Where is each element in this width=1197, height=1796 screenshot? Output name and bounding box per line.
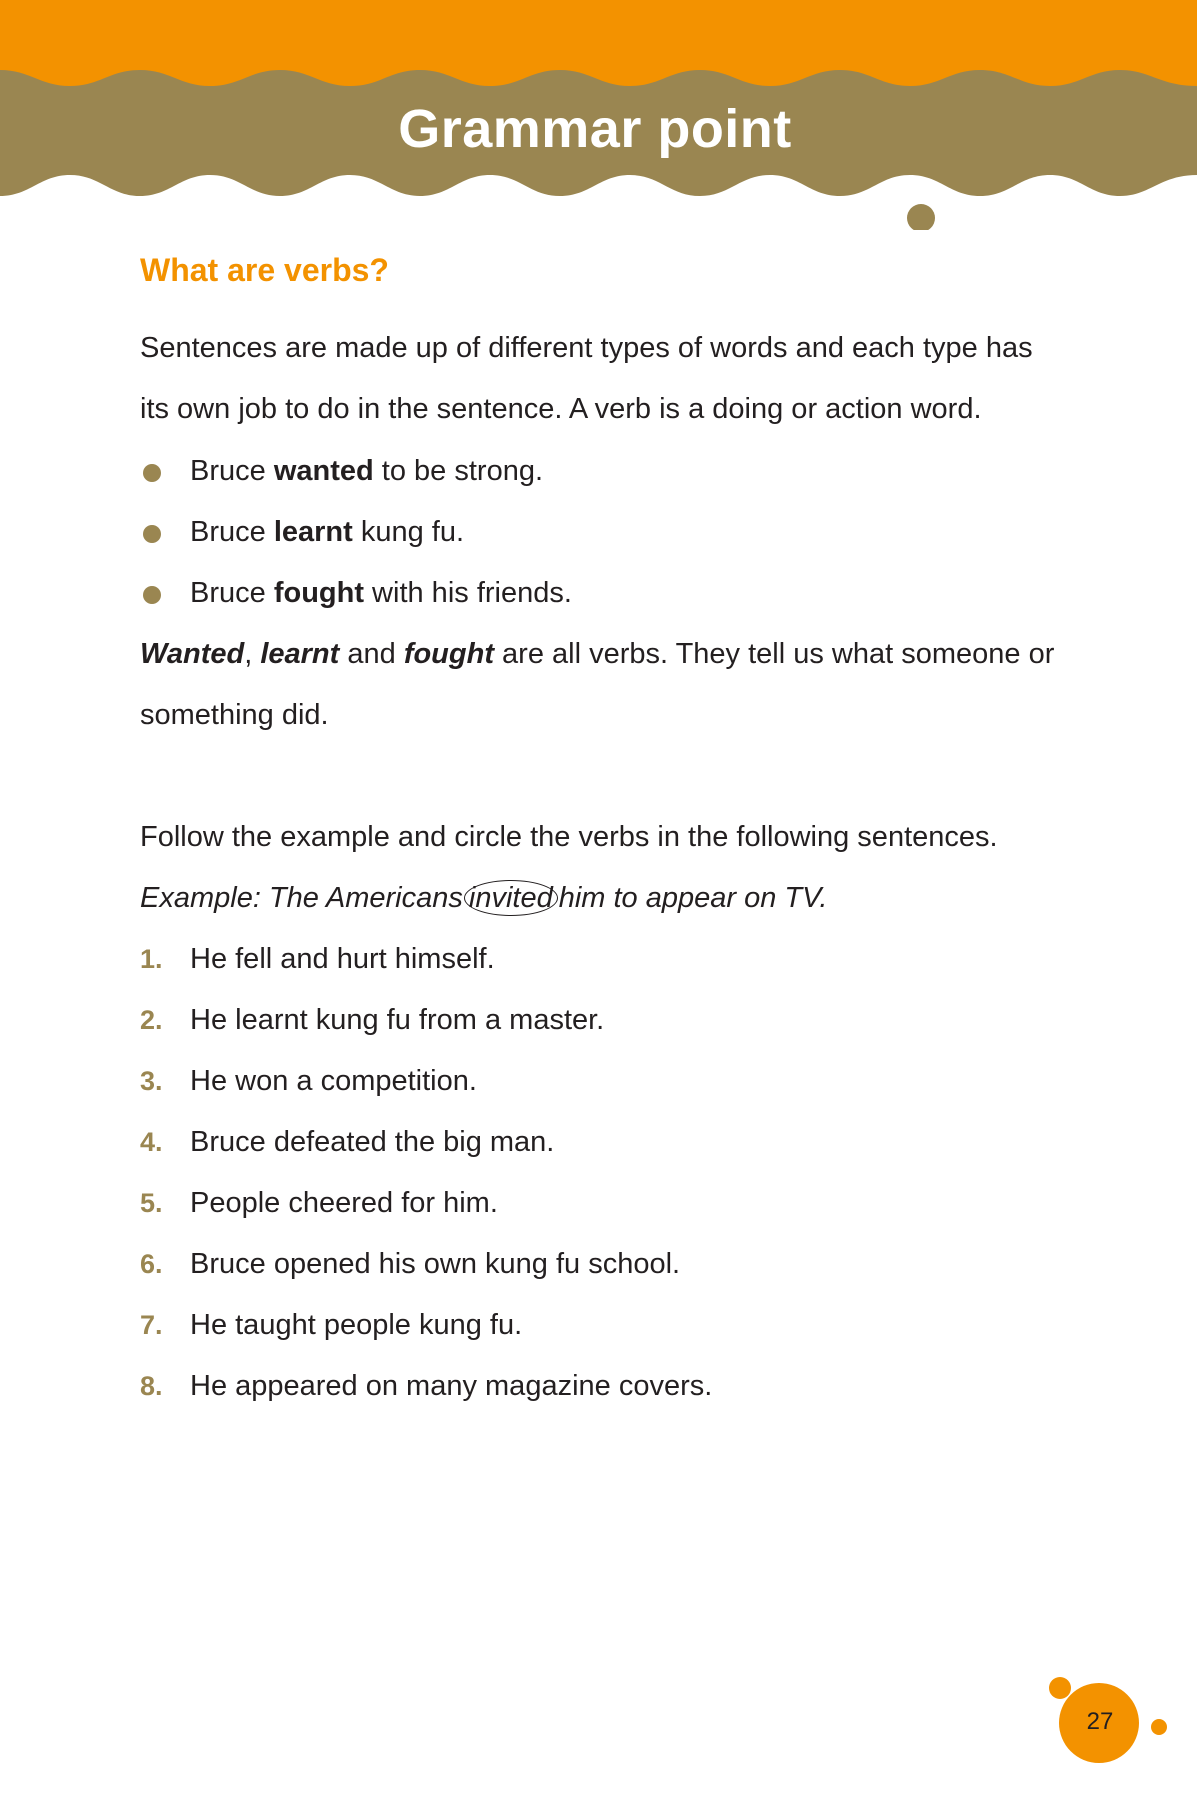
intro-line-2: its own job to do in the sentence. A verb is a doing or action word. — [140, 393, 982, 425]
exercise-instruction: Follow the example and circle the verbs in the following sentences. — [140, 821, 998, 853]
exercise-item: He won a competition. — [190, 1065, 477, 1097]
verb-bold: learnt — [260, 638, 340, 670]
summary-text: are all verbs. They tell us what someone or — [493, 638, 1055, 670]
page-title: Grammar point — [398, 99, 792, 159]
verb-bold: learnt — [273, 516, 353, 548]
section-heading: What are verbs? — [140, 252, 389, 288]
bullet-text: kung fu. — [352, 516, 465, 548]
item-number: 6. — [140, 1249, 163, 1279]
example-text: him to appear on TV. — [558, 882, 828, 914]
example-text: Example: The Americans — [140, 882, 463, 914]
summary-text: , — [244, 638, 261, 670]
circled-verb: invited — [464, 880, 558, 916]
exercise-item: People cheered for him. — [190, 1187, 498, 1219]
item-number: 7. — [140, 1310, 163, 1340]
bullet-icon — [143, 586, 161, 604]
intro-line-1: Sentences are made up of different types of words and each type has — [140, 332, 1033, 364]
page-number: 27 — [1086, 1708, 1114, 1735]
summary-line-1 — [140, 636, 1054, 672]
item-number: 4. — [140, 1127, 163, 1157]
item-number: 1. — [140, 944, 163, 974]
verb-bold: fought — [273, 577, 364, 609]
bullet-item — [190, 514, 464, 550]
exercise-item: He taught people kung fu. — [190, 1309, 523, 1341]
bullet-text: Bruce — [190, 516, 274, 548]
exercise-item: Bruce opened his own kung fu school. — [190, 1248, 681, 1280]
bullet-item — [190, 453, 543, 489]
verb-bold: Wanted — [140, 638, 245, 670]
item-number: 8. — [140, 1371, 163, 1401]
exercise-item: He appeared on many magazine covers. — [190, 1370, 713, 1402]
bullet-item — [190, 575, 572, 611]
exercise-item: He learnt kung fu from a master. — [190, 1004, 605, 1036]
exercise-item: He fell and hurt himself. — [190, 943, 495, 975]
verb-bold: wanted — [273, 455, 374, 487]
bullet-text: to be strong. — [373, 455, 544, 487]
exercise-item: Bruce defeated the big man. — [190, 1126, 555, 1158]
item-number: 5. — [140, 1188, 163, 1218]
bullet-text: with his friends. — [364, 577, 572, 609]
bullet-text: Bruce — [190, 455, 274, 487]
exercise-example — [140, 880, 827, 916]
bullet-text: Bruce — [190, 577, 274, 609]
bullet-icon — [143, 464, 161, 482]
item-number: 2. — [140, 1005, 163, 1035]
verb-bold: fought — [403, 638, 494, 670]
item-number: 3. — [140, 1066, 163, 1096]
summary-line-2: something did. — [140, 699, 329, 731]
summary-text: and — [339, 638, 404, 670]
bullet-icon — [143, 525, 161, 543]
